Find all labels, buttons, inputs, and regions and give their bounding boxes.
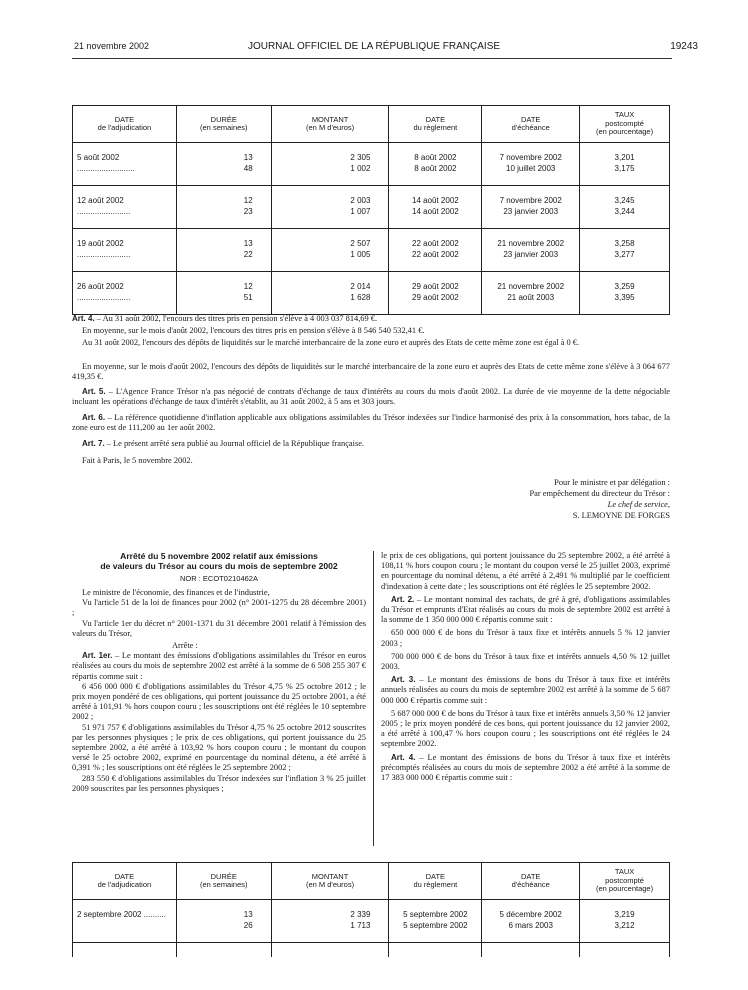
column-header: TAUX postcompté (en pourcentage) (580, 863, 670, 900)
cell-date-reglement: 8 août 2002 8 août 2002 (389, 143, 482, 186)
adjudication-date: 2 septembre 2002 .......... (73, 900, 177, 943)
art1-paragraph: Art. 1er. – Le montant des émissions d'obligations assimilables du Trésor en euros réalisées au cours du mois de septembre 2002 est arrêté à la somme de 6 508 255 307 € répartis comme suit : (72, 651, 367, 681)
signature-name: S. LEMOYNE DE FORGES (572, 511, 670, 520)
cell-montant: 2 003 1 007 (271, 186, 389, 229)
list-item: 700 000 000 € de bons du Trésor à taux fixe et intérêts annuels 4,50 % 12 juillet 2003. (381, 651, 670, 672)
cell-date-reglement: 5 septembre 2002 5 septembre 2002 (389, 900, 482, 943)
column-header: DATE de l'adjudication (73, 106, 177, 143)
moyenne-titres-paragraph: En moyenne, sur le mois d'août 2002, l'encours des titres pris en pension s'élève à 8 546 540 532,41 €. (82, 326, 425, 335)
table-row (73, 900, 670, 943)
column-header: DATE du règlement (389, 863, 482, 900)
header-page-number: 19243 (670, 41, 698, 52)
column-header: DURÉE (en semaines) (176, 863, 271, 900)
list-item: 283 550 € d'obligations assimilables du Trésor indexées sur l'inflation 3 % 25 juillet 2009 souscrites par les personnes physiques ; (72, 773, 366, 793)
vu-decret: Vu l'article 1er du décret n° 2001-1371 du 31 décembre 2001 relatif à l'émission des valeurs du Trésor, (72, 618, 366, 638)
cell-date-echeance: 5 décembre 2002 6 mars 2003 (482, 900, 580, 943)
table-header-row (73, 106, 670, 143)
cell-taux: 3,245 3,244 (580, 186, 670, 229)
header-journal: JOURNAL OFFICIEL DE LA RÉPUBLIQUE FRANÇAISE (247, 41, 501, 52)
table-header-row (73, 863, 670, 900)
article-label: Art. 4. (72, 314, 95, 323)
header-date: 21 novembre 2002 (74, 41, 150, 51)
left-column (72, 588, 366, 794)
cell-taux: 3,258 3,277 (580, 229, 670, 272)
art4-paragraph: Art. 4. – Le montant des émissions de bons du Trésor à taux fixe et intérêts précomptés réalisées au cours du mois de septembre 2002 a été arrêté à la somme de 17 383 000 000 € répartis comme suit : (381, 752, 671, 783)
cell-date-echeance: 7 novembre 2002 23 janvier 2003 (482, 186, 580, 229)
art6-paragraph: Art. 6. – La référence quotidienne d'inflation applicable aux obligations assimilables du Trésor indexées sur l'indice harmonisé des prix à la consommation, hors tabac, de la zone euro est de 111,200 au 1er août 2002. (72, 413, 671, 433)
signature-line: Le chef de service, (607, 500, 670, 509)
cell-montant: 2 339 1 713 (271, 900, 389, 943)
cell-montant: 2 305 1 002 (271, 143, 389, 186)
arrete-label: Arrête : (172, 641, 198, 651)
article-label: Art. 6. (82, 413, 106, 422)
signature-block (530, 477, 670, 521)
adjudication-date: 5 août 2002 .......................... (73, 143, 177, 186)
column-header: DATE de l'adjudication (73, 863, 177, 900)
cell-date-reglement: 22 août 2002 22 août 2002 (389, 229, 482, 272)
moyenne-depots-paragraph: En moyenne, sur le mois d'août 2002, l'encours des dépôts de liquidités sur le marché interbancaire de la zone euro et auprès des Etats de cette même zone s'élève à 3 064 677 419,35 €. (72, 362, 670, 382)
signature-line: Par empêchement du directeur du Trésor : (529, 489, 670, 498)
fait-a-paris: Fait à Paris, le 5 novembre 2002. (82, 456, 193, 465)
column-header: DATE du règlement (389, 106, 482, 143)
depots-paragraph: Au 31 août 2002, l'encours des dépôts de liquidités sur le marché interbancaire de la zone euro et auprès des Etats de cette même zone est égal à 0 €. (82, 338, 580, 347)
column-divider (373, 551, 374, 846)
ministre-line: Le ministre de l'économie, des finances et de l'industrie, (82, 588, 270, 597)
empty-cell (389, 943, 482, 958)
cell-duree: 12 51 (176, 272, 271, 315)
page-header (0, 41, 748, 55)
cell-date-echeance: 7 novembre 2002 10 juillet 2003 (482, 143, 580, 186)
column-header: MONTANT (en M d'euros) (271, 863, 389, 900)
article-label: Art. 7. (82, 439, 105, 448)
table-row (73, 229, 670, 272)
empty-cell (73, 943, 177, 958)
column-header: DURÉE (en semaines) (176, 106, 271, 143)
empty-cell (482, 943, 580, 958)
empty-cell (176, 943, 271, 958)
art7-paragraph: Art. 7. – Le présent arrêté sera publié au Journal officiel de la République française. (82, 439, 365, 448)
column-header: DATE d'échéance (482, 863, 580, 900)
cell-duree: 12 23 (176, 186, 271, 229)
table-row (73, 143, 670, 186)
empty-cell (271, 943, 389, 958)
art3-paragraph: Art. 3. – Le montant des émissions de bons du Trésor à taux fixe et intérêts annuels réalisées au cours du mois de septembre 2002 est arrêté à la somme de 5 687 000 000 € répartis comme suit : (381, 675, 671, 705)
right-column (381, 551, 670, 783)
cell-date-reglement: 29 août 2002 29 août 2002 (389, 272, 482, 315)
header-rule (72, 58, 672, 59)
art4-paragraph: Art. 4. – Au 31 août 2002, l'encours des titres pris en pension s'élève à 4 003 037 814,69 €. (72, 314, 378, 323)
cell-duree: 13 48 (176, 143, 271, 186)
cell-montant: 2 507 1 005 (271, 229, 389, 272)
table-adjudications-septembre (72, 862, 670, 957)
column-header: TAUX postcompté (en pourcentage) (580, 106, 670, 143)
adjudication-date: 12 août 2002 ........................ (73, 186, 177, 229)
cell-duree: 13 26 (176, 900, 271, 943)
cell-montant: 2 014 1 628 (271, 272, 389, 315)
table-row (73, 186, 670, 229)
art5-paragraph: Art. 5. – L'Agence France Trésor n'a pas négocié de contrats d'échange de taux d'intérêts au cours du mois d'août 2002. La durée de vie moyenne de la dette négociable incluant les opérations d'échange de taux d'intérêt s'établit, au 31 août 2002, à 5 ans et 303 jours. (72, 387, 671, 407)
right-column-continuation: le prix de ces obligations, qui portent jouissance du 25 septembre 2002, a été arrêté à 108,11 % hors coupon couru ; le montant du coupon versé le 25 juillet 2003, exprimé en pourcentage du nominal détenu, a été arrêté à 2,491 % multiplié par le coefficient d'indexation à cette date ; les souscriptions ont été réglées le 25 septembre 2002. (381, 551, 670, 591)
cell-taux: 3,219 3,212 (580, 900, 670, 943)
art2-paragraph: Art. 2. – Le montant nominal des rachats, de gré à gré, d'obligations assimilables du Trésor et emprunts d'Etat réalisés au cours du mois de septembre 2002 est arrêté à la somme de 1 350 000 000 € répartis comme suit : (381, 594, 671, 625)
signature-line: Pour le ministre et par délégation : (554, 478, 670, 487)
cell-date-echeance: 21 novembre 2002 21 août 2003 (482, 272, 580, 315)
adjudication-date: 19 août 2002 ........................ (73, 229, 177, 272)
cell-date-echeance: 21 novembre 2002 23 janvier 2003 (482, 229, 580, 272)
empty-cell (580, 943, 670, 958)
table-adjudications-aout (72, 105, 670, 315)
column-header: MONTANT (en M d'euros) (271, 106, 389, 143)
adjudication-date: 26 août 2002 ........................ (73, 272, 177, 315)
table-row (73, 272, 670, 315)
vu-loi: Vu l'article 51 de la loi de finances pour 2002 (n° 2001-1275 du 28 décembre 2001) ; (72, 598, 366, 618)
column-header: DATE d'échéance (482, 106, 580, 143)
nor-reference: NOR : ECOT0210462A (180, 574, 258, 583)
cell-duree: 13 22 (176, 229, 271, 272)
cell-taux: 3,259 3,395 (580, 272, 670, 315)
cell-date-reglement: 14 août 2002 14 août 2002 (389, 186, 482, 229)
list-item: 51 971 757 € d'obligations assimilables du Trésor 4,75 % 25 octobre 2012 souscrites par les personnes physiques ; le prix de ces obligations, qui portent jouissance du 25 septembre 2002, a été arrêté à 103,92 % hors coupon couru ; le montant du coupon versé le 25 octobre 2002, exprimé en pourcentage du nominal détenu, a été arrêté à 0,391 % ; les souscriptions ont été réglées le 25 septembre 2002 ; (72, 722, 366, 773)
table-row (73, 943, 670, 958)
list-item: 5 687 000 000 € de bons du Trésor à taux fixe et intérêts annuels 3,50 % 12 janvier 2005 ; le prix moyen pondéré de ces bons, qui portent jouissance du 12 janvier 2002, a été arrêté à 100,47 % hors coupon couru ; les souscriptions ont été réglées le 24 septembre 2002. (381, 708, 670, 749)
list-item: 650 000 000 € de bons du Trésor à taux fixe et intérêts annuels 5 % 12 janvier 2003 ; (381, 628, 670, 648)
article-label: Art. 5. (82, 387, 106, 396)
cell-taux: 3,201 3,175 (580, 143, 670, 186)
list-item: 6 456 000 000 € d'obligations assimilables du Trésor 4,75 % 25 octobre 2012 ; le prix moyen pondéré de ces obligations, qui portent jouissance du 25 octobre 2001, a été arrêté à 101,91 % hors coupon couru ; les souscriptions ont été réglées le 10 septembre 2002 ; (72, 681, 366, 722)
arrete-title: Arrêté du 5 novembre 2002 relatif aux émissions de valeurs du Trésor au cours du mois de septembre 2002 (100, 551, 338, 571)
